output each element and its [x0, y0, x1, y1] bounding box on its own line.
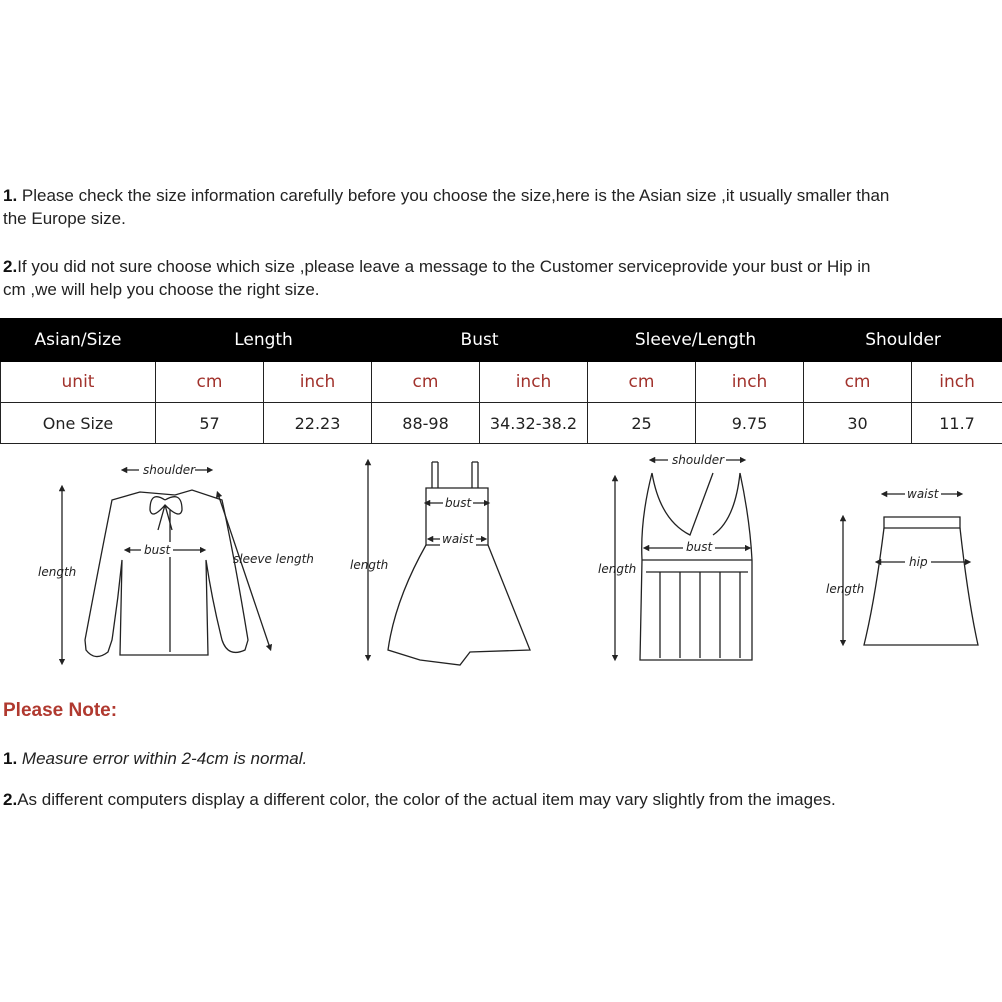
table-row-unit — [1, 362, 1002, 403]
skirt-waist-label: waist — [907, 487, 939, 501]
note-1-text: Measure error within 2-4cm is normal. — [17, 749, 308, 768]
skirt-hip-label: hip — [909, 555, 928, 569]
table-header-row — [1, 319, 1002, 362]
shirt-length-label: length — [38, 565, 77, 579]
note-1-number: 1. — [3, 749, 18, 768]
please-note-title: Please Note: — [3, 700, 118, 721]
intro-2-line-2: cm ,we will help you choose the right size. — [3, 280, 320, 299]
tank-waistband — [642, 560, 752, 572]
shirt-bust-label: bust — [144, 543, 171, 557]
value-cell: 57 — [156, 403, 264, 444]
note-2-text: As different computers display a different color, the color of the actual item may vary slightly from the images. — [17, 790, 836, 809]
value-cell: 11.7 — [912, 403, 1002, 444]
measurement-illustrations — [0, 445, 1002, 685]
tank-shoulder-label: shoulder — [672, 453, 725, 467]
skirt-waistband — [884, 517, 960, 528]
header-shoulder: Shoulder — [804, 319, 1002, 362]
size-table — [0, 318, 1002, 444]
unit-cell: inch — [912, 362, 1002, 403]
table-row-one-size — [1, 403, 1002, 444]
note-2 — [3, 790, 836, 810]
unit-cell: inch — [696, 362, 804, 403]
intro-2-line-1: If you did not sure choose which size ,please leave a message to the Customer serviceprovide your bust or Hip in — [17, 257, 871, 276]
unit-cell: inch — [264, 362, 372, 403]
shirt-bow — [150, 497, 182, 530]
unit-cell: cm — [588, 362, 696, 403]
intro-paragraph-2 — [3, 255, 870, 301]
unit-cell: inch — [480, 362, 588, 403]
tank-diagram — [615, 460, 752, 660]
intro-paragraph-1 — [3, 184, 889, 230]
note-1 — [3, 749, 307, 769]
tank-bust-label: bust — [686, 540, 713, 554]
unit-cell: cm — [804, 362, 912, 403]
dress-straps — [432, 462, 478, 488]
tank-outline — [640, 473, 752, 660]
dress-diagram — [368, 462, 530, 665]
value-cell: 25 — [588, 403, 696, 444]
header-length: Length — [156, 319, 372, 362]
intro-1-line-1: Please check the size information carefully before you choose the size,here is the Asian size ,it usually smaller than — [17, 186, 890, 205]
skirt-length-label: length — [826, 582, 865, 596]
dress-bust-label: bust — [445, 496, 472, 510]
size-table-wrapper — [0, 318, 1002, 444]
value-cell: 88-98 — [372, 403, 480, 444]
header-sleeve-length: Sleeve/Length — [588, 319, 804, 362]
size-name-cell: One Size — [1, 403, 156, 444]
dress-waist-label: waist — [442, 532, 474, 546]
shirt-outline — [85, 490, 248, 657]
shirt-sleeve-label: sleeve length — [233, 552, 314, 566]
unit-cell: cm — [372, 362, 480, 403]
value-cell: 9.75 — [696, 403, 804, 444]
shirt-shoulder-label: shoulder — [143, 463, 196, 477]
unit-cell: cm — [156, 362, 264, 403]
header-bust: Bust — [372, 319, 588, 362]
intro-2-number: 2. — [3, 257, 18, 276]
tank-pleats — [660, 572, 740, 658]
value-cell: 34.32-38.2 — [480, 403, 588, 444]
shirt-diagram — [62, 470, 270, 662]
note-2-number: 2. — [3, 790, 18, 809]
header-asian-size: Asian/Size — [1, 319, 156, 362]
shirt-sleeve-arrow — [218, 494, 270, 648]
skirt-outline — [864, 528, 978, 645]
unit-label-cell: unit — [1, 362, 156, 403]
tank-length-label: length — [598, 562, 637, 576]
intro-1-number: 1. — [3, 186, 18, 205]
value-cell: 30 — [804, 403, 912, 444]
dress-skirt — [388, 545, 530, 665]
value-cell: 22.23 — [264, 403, 372, 444]
dress-length-label: length — [350, 558, 389, 572]
intro-1-line-2: the Europe size. — [3, 209, 126, 228]
